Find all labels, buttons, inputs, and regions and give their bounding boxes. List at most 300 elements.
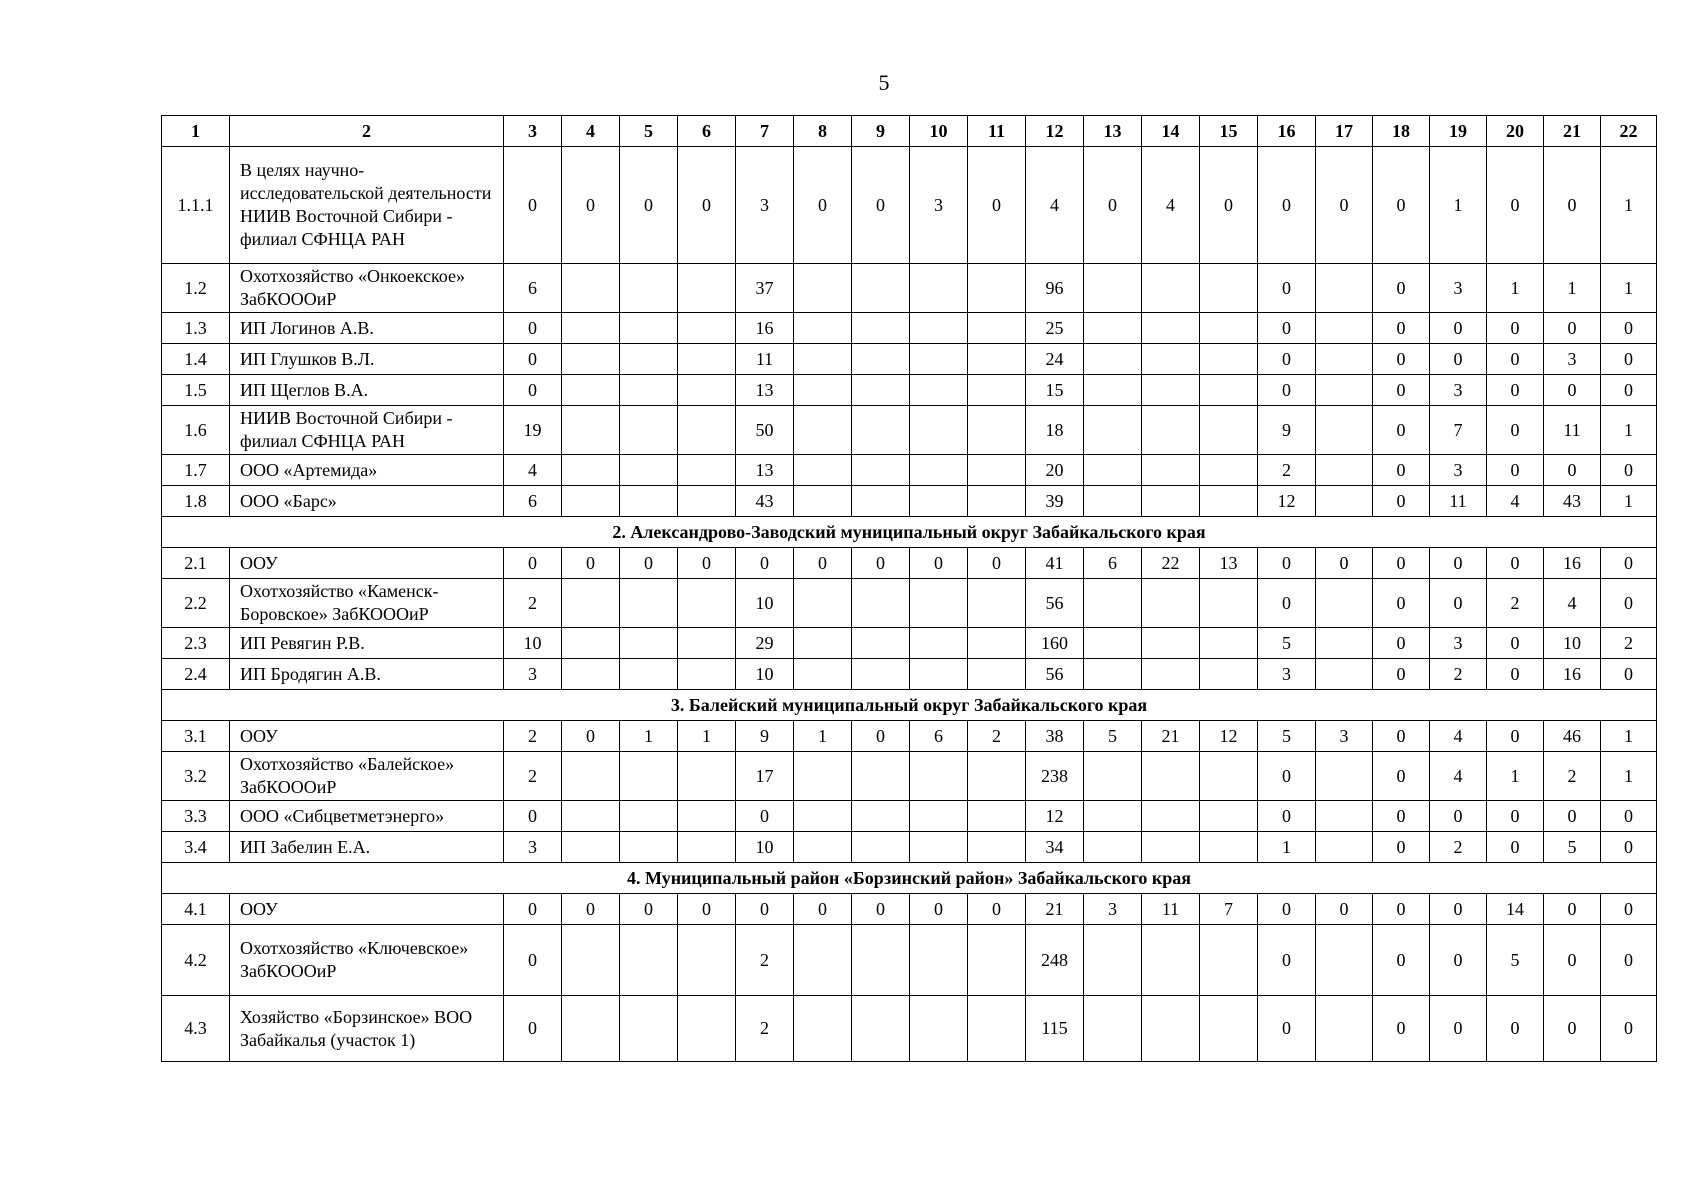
column-header-20: 20 (1487, 116, 1544, 147)
value-cell-col-20: 1 (1487, 264, 1544, 313)
value-cell-col-6 (678, 375, 736, 406)
value-cell-col-11 (968, 996, 1026, 1062)
value-cell-col-18: 0 (1373, 579, 1430, 628)
value-cell-col-3: 2 (504, 721, 562, 752)
value-cell-col-14 (1142, 659, 1200, 690)
value-cell-col-5 (620, 659, 678, 690)
value-cell-col-9 (852, 344, 910, 375)
value-cell-col-19: 3 (1430, 264, 1487, 313)
value-cell-col-6 (678, 996, 736, 1062)
value-cell-col-7: 37 (736, 264, 794, 313)
table-row (162, 925, 1657, 996)
value-cell-col-3: 0 (504, 147, 562, 264)
value-cell-col-18: 0 (1373, 894, 1430, 925)
value-cell-col-19: 0 (1430, 579, 1487, 628)
organization-name-cell: ИП Бродягин А.В. (230, 659, 504, 690)
value-cell-col-6 (678, 313, 736, 344)
value-cell-col-10 (910, 406, 968, 455)
column-header-8: 8 (794, 116, 852, 147)
column-header-15: 15 (1200, 116, 1258, 147)
value-cell-col-6: 0 (678, 894, 736, 925)
value-cell-col-16: 3 (1258, 659, 1316, 690)
value-cell-col-9 (852, 801, 910, 832)
value-cell-col-9 (852, 659, 910, 690)
value-cell-col-21: 46 (1544, 721, 1601, 752)
row-number-cell: 1.6 (162, 406, 230, 455)
value-cell-col-11 (968, 344, 1026, 375)
value-cell-col-17 (1316, 659, 1373, 690)
section-title: 4. Муниципальный район «Борзинский район» Забайкальского края (162, 863, 1657, 894)
value-cell-col-22: 0 (1601, 996, 1657, 1062)
value-cell-col-5 (620, 579, 678, 628)
value-cell-col-3: 6 (504, 264, 562, 313)
value-cell-col-16: 0 (1258, 996, 1316, 1062)
value-cell-col-12: 34 (1026, 832, 1084, 863)
value-cell-col-4 (562, 801, 620, 832)
value-cell-col-5 (620, 264, 678, 313)
value-cell-col-8 (794, 264, 852, 313)
value-cell-col-13 (1084, 659, 1142, 690)
value-cell-col-18: 0 (1373, 628, 1430, 659)
organization-name-cell: Охотхозяйство «Онкоекское» ЗабКОООиР (230, 264, 504, 313)
value-cell-col-11: 0 (968, 894, 1026, 925)
value-cell-col-22: 0 (1601, 659, 1657, 690)
row-number-cell: 1.3 (162, 313, 230, 344)
value-cell-col-4: 0 (562, 721, 620, 752)
column-header-2: 2 (230, 116, 504, 147)
value-cell-col-16: 0 (1258, 147, 1316, 264)
value-cell-col-8: 0 (794, 894, 852, 925)
value-cell-col-22: 1 (1601, 752, 1657, 801)
value-cell-col-16: 5 (1258, 721, 1316, 752)
table-row (162, 579, 1657, 628)
value-cell-col-6 (678, 832, 736, 863)
value-cell-col-12: 115 (1026, 996, 1084, 1062)
value-cell-col-8 (794, 375, 852, 406)
row-number-cell: 1.5 (162, 375, 230, 406)
value-cell-col-20: 0 (1487, 344, 1544, 375)
value-cell-col-8 (794, 832, 852, 863)
value-cell-col-4 (562, 344, 620, 375)
value-cell-col-12: 21 (1026, 894, 1084, 925)
table-row (162, 486, 1657, 517)
value-cell-col-17 (1316, 579, 1373, 628)
value-cell-col-20: 5 (1487, 925, 1544, 996)
value-cell-col-21: 16 (1544, 548, 1601, 579)
value-cell-col-4 (562, 579, 620, 628)
value-cell-col-8 (794, 313, 852, 344)
value-cell-col-18: 0 (1373, 344, 1430, 375)
value-cell-col-17: 0 (1316, 147, 1373, 264)
value-cell-col-18: 0 (1373, 659, 1430, 690)
value-cell-col-15: 0 (1200, 147, 1258, 264)
value-cell-col-8 (794, 486, 852, 517)
value-cell-col-15 (1200, 752, 1258, 801)
value-cell-col-18: 0 (1373, 313, 1430, 344)
value-cell-col-18: 0 (1373, 752, 1430, 801)
value-cell-col-10 (910, 455, 968, 486)
value-cell-col-21: 0 (1544, 996, 1601, 1062)
value-cell-col-12: 238 (1026, 752, 1084, 801)
value-cell-col-17 (1316, 832, 1373, 863)
value-cell-col-11 (968, 313, 1026, 344)
organization-name-cell: ООО «Барс» (230, 486, 504, 517)
value-cell-col-17 (1316, 628, 1373, 659)
value-cell-col-16: 0 (1258, 344, 1316, 375)
value-cell-col-17: 0 (1316, 894, 1373, 925)
value-cell-col-5 (620, 996, 678, 1062)
organization-name-cell: ООО «Сибцветметэнерго» (230, 801, 504, 832)
value-cell-col-7: 50 (736, 406, 794, 455)
value-cell-col-9 (852, 375, 910, 406)
organization-name-cell: ИП Глушков В.Л. (230, 344, 504, 375)
value-cell-col-16: 0 (1258, 801, 1316, 832)
table-row (162, 894, 1657, 925)
value-cell-col-12: 18 (1026, 406, 1084, 455)
value-cell-col-3: 4 (504, 455, 562, 486)
organization-name-cell: ООУ (230, 548, 504, 579)
value-cell-col-15 (1200, 313, 1258, 344)
value-cell-col-5: 0 (620, 147, 678, 264)
section-title: 3. Балейский муниципальный округ Забайкальского края (162, 690, 1657, 721)
value-cell-col-17 (1316, 264, 1373, 313)
value-cell-col-7: 29 (736, 628, 794, 659)
value-cell-col-18: 0 (1373, 375, 1430, 406)
value-cell-col-5 (620, 752, 678, 801)
value-cell-col-20: 1 (1487, 752, 1544, 801)
table-row (162, 313, 1657, 344)
value-cell-col-18: 0 (1373, 996, 1430, 1062)
value-cell-col-17 (1316, 486, 1373, 517)
value-cell-col-13: 0 (1084, 147, 1142, 264)
value-cell-col-13 (1084, 801, 1142, 832)
value-cell-col-19: 3 (1430, 628, 1487, 659)
value-cell-col-17 (1316, 801, 1373, 832)
value-cell-col-22: 1 (1601, 721, 1657, 752)
table-row (162, 375, 1657, 406)
value-cell-col-16: 5 (1258, 628, 1316, 659)
value-cell-col-6 (678, 344, 736, 375)
value-cell-col-15 (1200, 659, 1258, 690)
value-cell-col-21: 4 (1544, 579, 1601, 628)
value-cell-col-4 (562, 832, 620, 863)
organization-name-cell: Хозяйство «Борзинское» ВОО Забайкалья (участок 1) (230, 996, 504, 1062)
value-cell-col-10 (910, 375, 968, 406)
column-header-4: 4 (562, 116, 620, 147)
value-cell-col-12: 96 (1026, 264, 1084, 313)
value-cell-col-10 (910, 996, 968, 1062)
value-cell-col-14 (1142, 406, 1200, 455)
value-cell-col-4 (562, 752, 620, 801)
value-cell-col-18: 0 (1373, 147, 1430, 264)
value-cell-col-12: 56 (1026, 659, 1084, 690)
value-cell-col-13 (1084, 752, 1142, 801)
value-cell-col-22: 0 (1601, 344, 1657, 375)
value-cell-col-21: 0 (1544, 925, 1601, 996)
value-cell-col-3: 6 (504, 486, 562, 517)
value-cell-col-14 (1142, 375, 1200, 406)
organization-name-cell: НИИВ Восточной Сибири - филиал СФНЦА РАН (230, 406, 504, 455)
value-cell-col-4 (562, 455, 620, 486)
value-cell-col-22: 1 (1601, 406, 1657, 455)
value-cell-col-16: 0 (1258, 375, 1316, 406)
value-cell-col-4 (562, 659, 620, 690)
value-cell-col-5 (620, 925, 678, 996)
value-cell-col-12: 41 (1026, 548, 1084, 579)
value-cell-col-9: 0 (852, 548, 910, 579)
value-cell-col-12: 12 (1026, 801, 1084, 832)
value-cell-col-12: 25 (1026, 313, 1084, 344)
value-cell-col-7: 10 (736, 832, 794, 863)
value-cell-col-9 (852, 925, 910, 996)
value-cell-col-18: 0 (1373, 925, 1430, 996)
column-header-6: 6 (678, 116, 736, 147)
value-cell-col-15 (1200, 925, 1258, 996)
row-number-cell: 1.8 (162, 486, 230, 517)
value-cell-col-16: 1 (1258, 832, 1316, 863)
organization-name-cell: ООО «Артемида» (230, 455, 504, 486)
value-cell-col-21: 43 (1544, 486, 1601, 517)
value-cell-col-19: 11 (1430, 486, 1487, 517)
value-cell-col-21: 16 (1544, 659, 1601, 690)
organization-name-cell: В целях научно-исследовательской деятельности НИИВ Восточной Сибири - филиал СФНЦА РАН (230, 147, 504, 264)
value-cell-col-20: 0 (1487, 996, 1544, 1062)
value-cell-col-19: 0 (1430, 801, 1487, 832)
value-cell-col-7: 11 (736, 344, 794, 375)
value-cell-col-17 (1316, 925, 1373, 996)
value-cell-col-16: 0 (1258, 894, 1316, 925)
value-cell-col-6 (678, 659, 736, 690)
value-cell-col-19: 0 (1430, 894, 1487, 925)
value-cell-col-6 (678, 628, 736, 659)
value-cell-col-3: 0 (504, 801, 562, 832)
value-cell-col-8 (794, 628, 852, 659)
value-cell-col-5 (620, 375, 678, 406)
value-cell-col-15 (1200, 264, 1258, 313)
value-cell-col-7: 2 (736, 925, 794, 996)
value-cell-col-10 (910, 344, 968, 375)
value-cell-col-22: 1 (1601, 264, 1657, 313)
value-cell-col-3: 3 (504, 832, 562, 863)
value-cell-col-4: 0 (562, 894, 620, 925)
value-cell-col-15 (1200, 996, 1258, 1062)
value-cell-col-17 (1316, 455, 1373, 486)
row-number-cell: 4.3 (162, 996, 230, 1062)
value-cell-col-19: 3 (1430, 375, 1487, 406)
value-cell-col-5 (620, 344, 678, 375)
column-header-16: 16 (1258, 116, 1316, 147)
row-number-cell: 4.1 (162, 894, 230, 925)
value-cell-col-13: 3 (1084, 894, 1142, 925)
value-cell-col-18: 0 (1373, 486, 1430, 517)
value-cell-col-12: 160 (1026, 628, 1084, 659)
value-cell-col-5: 0 (620, 548, 678, 579)
value-cell-col-7: 13 (736, 455, 794, 486)
column-header-22: 22 (1601, 116, 1657, 147)
value-cell-col-3: 19 (504, 406, 562, 455)
value-cell-col-14 (1142, 264, 1200, 313)
column-header-9: 9 (852, 116, 910, 147)
value-cell-col-6: 0 (678, 548, 736, 579)
value-cell-col-18: 0 (1373, 801, 1430, 832)
value-cell-col-4 (562, 996, 620, 1062)
value-cell-col-22: 2 (1601, 628, 1657, 659)
value-cell-col-10: 3 (910, 147, 968, 264)
value-cell-col-20: 0 (1487, 832, 1544, 863)
table-row (162, 147, 1657, 264)
value-cell-col-6 (678, 406, 736, 455)
value-cell-col-13 (1084, 628, 1142, 659)
value-cell-col-13: 6 (1084, 548, 1142, 579)
column-header-13: 13 (1084, 116, 1142, 147)
value-cell-col-14 (1142, 486, 1200, 517)
value-cell-col-11: 0 (968, 147, 1026, 264)
value-cell-col-6 (678, 264, 736, 313)
value-cell-col-14 (1142, 628, 1200, 659)
value-cell-col-21: 0 (1544, 801, 1601, 832)
column-header-10: 10 (910, 116, 968, 147)
value-cell-col-13 (1084, 375, 1142, 406)
table-row (162, 832, 1657, 863)
value-cell-col-14 (1142, 925, 1200, 996)
value-cell-col-21: 0 (1544, 894, 1601, 925)
value-cell-col-14 (1142, 752, 1200, 801)
value-cell-col-11: 0 (968, 548, 1026, 579)
value-cell-col-20: 0 (1487, 455, 1544, 486)
value-cell-col-8 (794, 996, 852, 1062)
value-cell-col-21: 0 (1544, 455, 1601, 486)
value-cell-col-14: 22 (1142, 548, 1200, 579)
value-cell-col-10 (910, 832, 968, 863)
value-cell-col-17 (1316, 313, 1373, 344)
value-cell-col-20: 0 (1487, 721, 1544, 752)
value-cell-col-7: 43 (736, 486, 794, 517)
value-cell-col-10 (910, 628, 968, 659)
value-cell-col-10 (910, 801, 968, 832)
value-cell-col-19: 3 (1430, 455, 1487, 486)
value-cell-col-10 (910, 264, 968, 313)
value-cell-col-3: 0 (504, 894, 562, 925)
table-row (162, 752, 1657, 801)
value-cell-col-9: 0 (852, 721, 910, 752)
value-cell-col-22: 1 (1601, 486, 1657, 517)
column-header-14: 14 (1142, 116, 1200, 147)
value-cell-col-14 (1142, 996, 1200, 1062)
value-cell-col-6 (678, 752, 736, 801)
value-cell-col-15 (1200, 486, 1258, 517)
value-cell-col-15: 13 (1200, 548, 1258, 579)
value-cell-col-3: 0 (504, 548, 562, 579)
section-header-row (162, 863, 1657, 894)
value-cell-col-3: 3 (504, 659, 562, 690)
table-row (162, 628, 1657, 659)
value-cell-col-12: 39 (1026, 486, 1084, 517)
value-cell-col-3: 0 (504, 375, 562, 406)
column-header-11: 11 (968, 116, 1026, 147)
value-cell-col-13 (1084, 486, 1142, 517)
value-cell-col-3: 2 (504, 752, 562, 801)
organization-name-cell: Охотхозяйство «Каменск-Боровское» ЗабКОООиР (230, 579, 504, 628)
column-header-5: 5 (620, 116, 678, 147)
value-cell-col-11 (968, 406, 1026, 455)
value-cell-col-20: 14 (1487, 894, 1544, 925)
value-cell-col-14 (1142, 801, 1200, 832)
value-cell-col-6: 0 (678, 147, 736, 264)
value-cell-col-4 (562, 628, 620, 659)
value-cell-col-13 (1084, 925, 1142, 996)
value-cell-col-20: 0 (1487, 147, 1544, 264)
value-cell-col-19: 2 (1430, 659, 1487, 690)
value-cell-col-18: 0 (1373, 832, 1430, 863)
value-cell-col-14 (1142, 344, 1200, 375)
value-cell-col-20: 0 (1487, 406, 1544, 455)
value-cell-col-3: 10 (504, 628, 562, 659)
value-cell-col-7: 0 (736, 801, 794, 832)
value-cell-col-9 (852, 313, 910, 344)
value-cell-col-22: 1 (1601, 147, 1657, 264)
value-cell-col-9 (852, 455, 910, 486)
row-number-cell: 3.3 (162, 801, 230, 832)
value-cell-col-10: 0 (910, 894, 968, 925)
value-cell-col-17: 0 (1316, 548, 1373, 579)
value-cell-col-12: 38 (1026, 721, 1084, 752)
row-number-cell: 4.2 (162, 925, 230, 996)
value-cell-col-9 (852, 486, 910, 517)
value-cell-col-16: 0 (1258, 313, 1316, 344)
value-cell-col-6 (678, 486, 736, 517)
value-cell-col-18: 0 (1373, 548, 1430, 579)
value-cell-col-4: 0 (562, 147, 620, 264)
value-cell-col-17 (1316, 752, 1373, 801)
value-cell-col-6: 1 (678, 721, 736, 752)
value-cell-col-22: 0 (1601, 801, 1657, 832)
table-row (162, 996, 1657, 1062)
value-cell-col-11 (968, 579, 1026, 628)
row-number-cell: 2.4 (162, 659, 230, 690)
value-cell-col-11 (968, 752, 1026, 801)
value-cell-col-18: 0 (1373, 264, 1430, 313)
column-header-18: 18 (1373, 116, 1430, 147)
value-cell-col-3: 0 (504, 344, 562, 375)
row-number-cell: 1.1.1 (162, 147, 230, 264)
value-cell-col-5 (620, 313, 678, 344)
value-cell-col-14 (1142, 832, 1200, 863)
value-cell-col-16: 0 (1258, 925, 1316, 996)
value-cell-col-22: 0 (1601, 313, 1657, 344)
value-cell-col-13 (1084, 579, 1142, 628)
value-cell-col-3: 2 (504, 579, 562, 628)
value-cell-col-13 (1084, 996, 1142, 1062)
value-cell-col-8 (794, 579, 852, 628)
value-cell-col-6 (678, 925, 736, 996)
table-row (162, 344, 1657, 375)
row-number-cell: 2.3 (162, 628, 230, 659)
value-cell-col-8: 1 (794, 721, 852, 752)
value-cell-col-20: 0 (1487, 313, 1544, 344)
value-cell-col-15 (1200, 406, 1258, 455)
value-cell-col-19: 0 (1430, 996, 1487, 1062)
value-cell-col-21: 0 (1544, 147, 1601, 264)
value-cell-col-7: 9 (736, 721, 794, 752)
column-header-7: 7 (736, 116, 794, 147)
value-cell-col-11 (968, 375, 1026, 406)
value-cell-col-8: 0 (794, 548, 852, 579)
value-cell-col-5 (620, 486, 678, 517)
value-cell-col-7: 10 (736, 659, 794, 690)
value-cell-col-17 (1316, 375, 1373, 406)
value-cell-col-22: 0 (1601, 548, 1657, 579)
value-cell-col-10 (910, 579, 968, 628)
